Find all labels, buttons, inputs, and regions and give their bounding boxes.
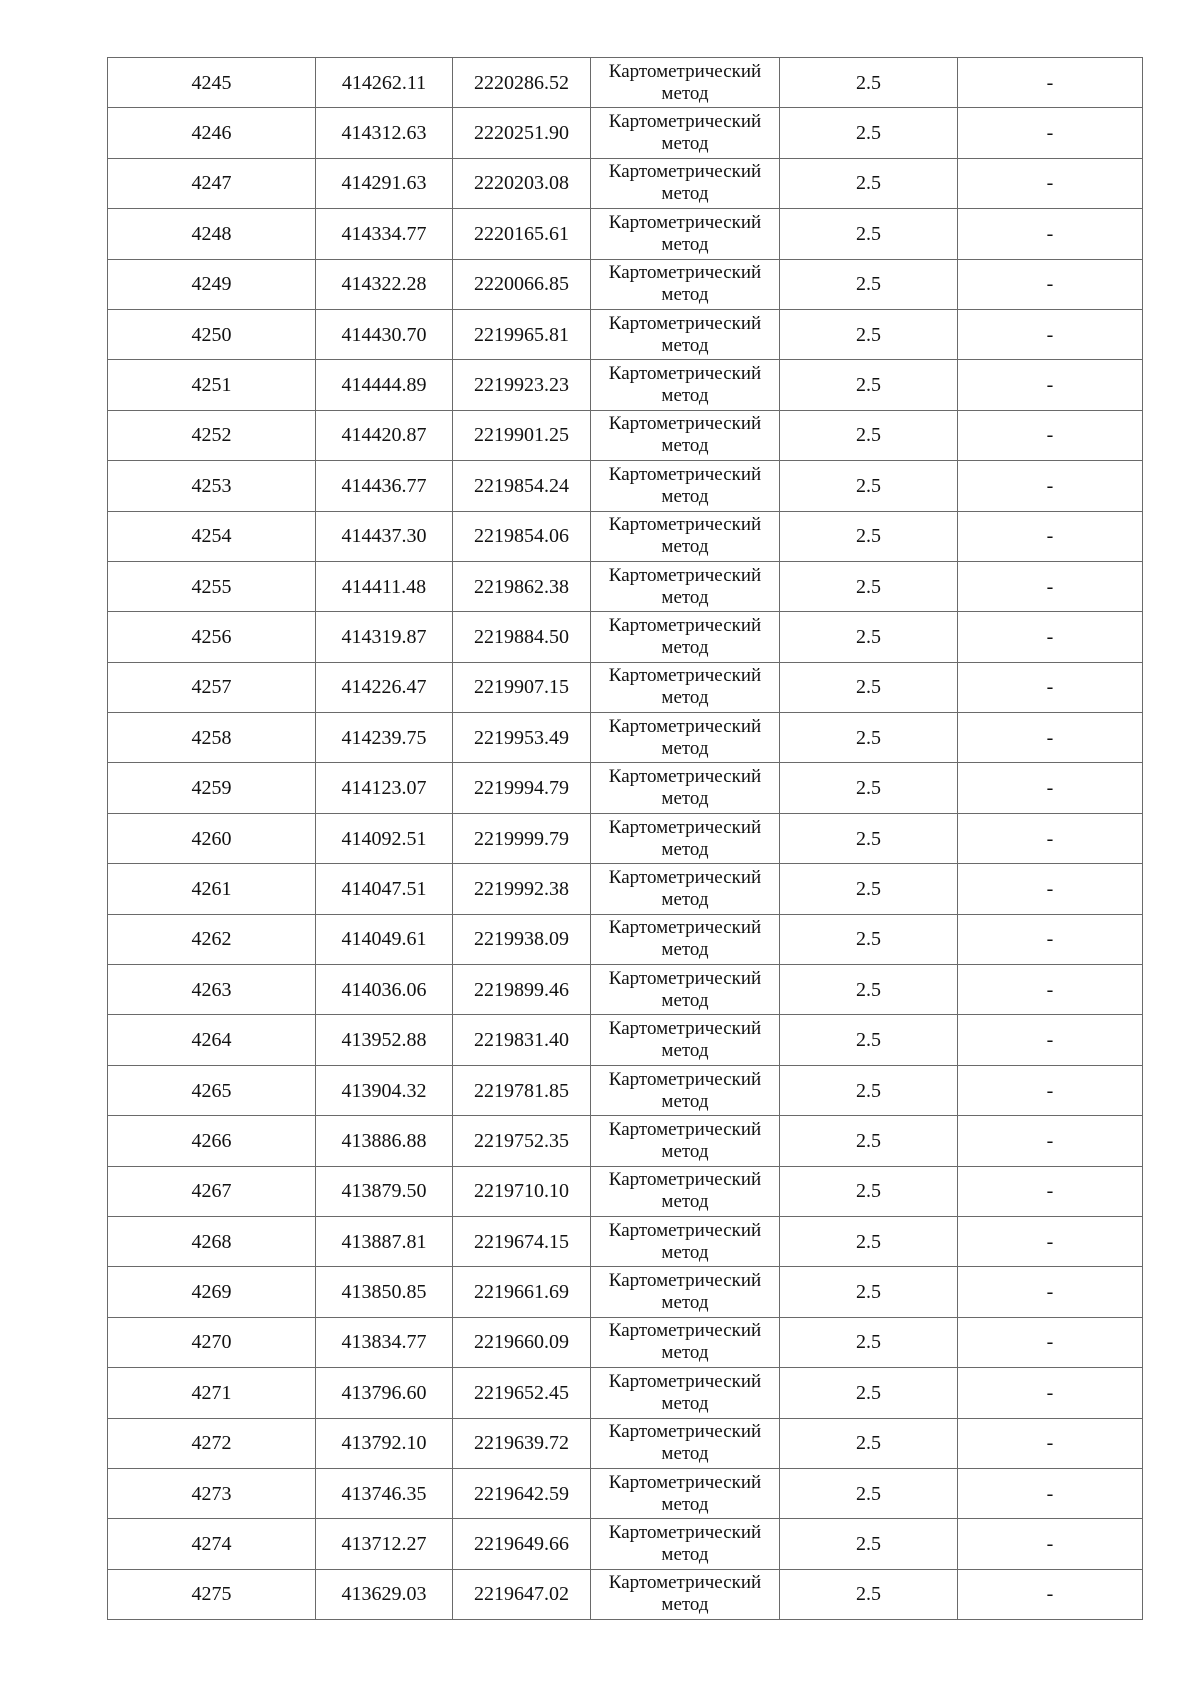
accuracy-cell: 2.5 (780, 108, 958, 158)
method-cell (591, 360, 780, 410)
note-cell: - (958, 1166, 1143, 1216)
point-number-cell: 4251 (108, 360, 316, 410)
accuracy-cell: 2.5 (780, 461, 958, 511)
table-row (108, 813, 1143, 863)
method-line2: метод (661, 334, 709, 356)
table-row (108, 259, 1143, 309)
x-coordinate-cell: 414430.70 (316, 309, 453, 359)
point-number-cell: 4252 (108, 410, 316, 460)
method-cell (591, 511, 780, 561)
point-number-cell: 4249 (108, 259, 316, 309)
note-cell: - (958, 763, 1143, 813)
y-coordinate-cell: 2220066.85 (453, 259, 591, 309)
table-row (108, 1015, 1143, 1065)
note-cell: - (958, 1368, 1143, 1418)
x-coordinate-cell: 413850.85 (316, 1267, 453, 1317)
table-row (108, 1116, 1143, 1166)
table-row (108, 1418, 1143, 1468)
method-line1: Картометрический (608, 1421, 762, 1443)
method-line1: Картометрический (608, 1169, 762, 1191)
x-coordinate-cell: 414319.87 (316, 612, 453, 662)
point-number-cell: 4272 (108, 1418, 316, 1468)
note-cell: - (958, 1267, 1143, 1317)
y-coordinate-cell: 2219923.23 (453, 360, 591, 410)
accuracy-cell: 2.5 (780, 813, 958, 863)
method-line1: Картометрический (608, 363, 762, 385)
x-coordinate-cell: 413879.50 (316, 1166, 453, 1216)
method-line2: метод (661, 133, 709, 155)
x-coordinate-cell: 414049.61 (316, 914, 453, 964)
x-coordinate-cell: 413834.77 (316, 1317, 453, 1367)
method-line1: Картометрический (608, 463, 762, 485)
note-cell: - (958, 259, 1143, 309)
y-coordinate-cell: 2219752.35 (453, 1116, 591, 1166)
x-coordinate-cell: 414262.11 (316, 58, 453, 108)
y-coordinate-cell: 2220286.52 (453, 58, 591, 108)
point-number-cell: 4245 (108, 58, 316, 108)
x-coordinate-cell: 414239.75 (316, 713, 453, 763)
accuracy-cell: 2.5 (780, 410, 958, 460)
note-cell: - (958, 108, 1143, 158)
note-cell: - (958, 561, 1143, 611)
point-number-cell: 4259 (108, 763, 316, 813)
method-line2: метод (661, 888, 709, 910)
point-number-cell: 4257 (108, 662, 316, 712)
coordinates-table-body (108, 58, 1143, 1620)
note-cell: - (958, 1317, 1143, 1367)
accuracy-cell: 2.5 (780, 1519, 958, 1569)
method-line1: Картометрический (608, 614, 762, 636)
method-line1: Картометрический (608, 917, 762, 939)
method-cell (591, 713, 780, 763)
table-row (108, 461, 1143, 511)
accuracy-cell: 2.5 (780, 1065, 958, 1115)
accuracy-cell: 2.5 (780, 713, 958, 763)
x-coordinate-cell: 413886.88 (316, 1116, 453, 1166)
method-cell (591, 1065, 780, 1115)
point-number-cell: 4253 (108, 461, 316, 511)
note-cell: - (958, 360, 1143, 410)
method-line1: Картометрический (608, 665, 762, 687)
method-cell (591, 561, 780, 611)
method-line2: метод (661, 636, 709, 658)
method-line1: Картометрический (608, 866, 762, 888)
y-coordinate-cell: 2219639.72 (453, 1418, 591, 1468)
point-number-cell: 4264 (108, 1015, 316, 1065)
y-coordinate-cell: 2219999.79 (453, 813, 591, 863)
method-line2: метод (661, 1040, 709, 1062)
x-coordinate-cell: 414036.06 (316, 965, 453, 1015)
accuracy-cell: 2.5 (780, 1418, 958, 1468)
table-row (108, 662, 1143, 712)
method-cell (591, 763, 780, 813)
method-cell (591, 1519, 780, 1569)
table-row (108, 511, 1143, 561)
x-coordinate-cell: 414444.89 (316, 360, 453, 410)
method-line2: метод (661, 737, 709, 759)
point-number-cell: 4275 (108, 1569, 316, 1619)
method-line1: Картометрический (608, 211, 762, 233)
table-row (108, 158, 1143, 208)
accuracy-cell: 2.5 (780, 1116, 958, 1166)
note-cell: - (958, 309, 1143, 359)
y-coordinate-cell: 2219938.09 (453, 914, 591, 964)
method-line1: Картометрический (608, 564, 762, 586)
x-coordinate-cell: 413792.10 (316, 1418, 453, 1468)
table-row (108, 1519, 1143, 1569)
y-coordinate-cell: 2219854.24 (453, 461, 591, 511)
point-number-cell: 4273 (108, 1468, 316, 1518)
table-row (108, 1317, 1143, 1367)
method-line2: метод (661, 1342, 709, 1364)
table-row (108, 612, 1143, 662)
accuracy-cell: 2.5 (780, 360, 958, 410)
note-cell: - (958, 209, 1143, 259)
y-coordinate-cell: 2220251.90 (453, 108, 591, 158)
x-coordinate-cell: 413796.60 (316, 1368, 453, 1418)
method-line2: метод (661, 1292, 709, 1314)
method-line1: Картометрический (608, 60, 762, 82)
x-coordinate-cell: 414312.63 (316, 108, 453, 158)
method-cell (591, 1418, 780, 1468)
x-coordinate-cell: 414420.87 (316, 410, 453, 460)
table-row (108, 1368, 1143, 1418)
method-cell (591, 1216, 780, 1266)
method-line2: метод (661, 687, 709, 709)
point-number-cell: 4258 (108, 713, 316, 763)
method-line1: Картометрический (608, 967, 762, 989)
table-row (108, 914, 1143, 964)
x-coordinate-cell: 414291.63 (316, 158, 453, 208)
point-number-cell: 4255 (108, 561, 316, 611)
point-number-cell: 4250 (108, 309, 316, 359)
table-row (108, 965, 1143, 1015)
method-line1: Картометрический (608, 413, 762, 435)
table-row (108, 410, 1143, 460)
y-coordinate-cell: 2219854.06 (453, 511, 591, 561)
table-row (108, 108, 1143, 158)
method-cell (591, 259, 780, 309)
note-cell: - (958, 1065, 1143, 1115)
note-cell: - (958, 864, 1143, 914)
accuracy-cell: 2.5 (780, 1216, 958, 1266)
y-coordinate-cell: 2219862.38 (453, 561, 591, 611)
accuracy-cell: 2.5 (780, 763, 958, 813)
method-line2: метод (661, 284, 709, 306)
method-line2: метод (661, 989, 709, 1011)
method-line1: Картометрический (608, 766, 762, 788)
table-row (108, 1569, 1143, 1619)
note-cell: - (958, 1569, 1143, 1619)
table-row (108, 209, 1143, 259)
note-cell: - (958, 158, 1143, 208)
method-line2: метод (661, 1493, 709, 1515)
method-line2: метод (661, 435, 709, 457)
y-coordinate-cell: 2219647.02 (453, 1569, 591, 1619)
method-cell (591, 662, 780, 712)
x-coordinate-cell: 413952.88 (316, 1015, 453, 1065)
note-cell: - (958, 461, 1143, 511)
y-coordinate-cell: 2219781.85 (453, 1065, 591, 1115)
point-number-cell: 4266 (108, 1116, 316, 1166)
point-number-cell: 4246 (108, 108, 316, 158)
note-cell: - (958, 713, 1143, 763)
note-cell: - (958, 813, 1143, 863)
y-coordinate-cell: 2219642.59 (453, 1468, 591, 1518)
x-coordinate-cell: 414436.77 (316, 461, 453, 511)
y-coordinate-cell: 2219907.15 (453, 662, 591, 712)
accuracy-cell: 2.5 (780, 965, 958, 1015)
table-row (108, 763, 1143, 813)
method-cell (591, 1267, 780, 1317)
y-coordinate-cell: 2219674.15 (453, 1216, 591, 1266)
method-line1: Картометрический (608, 1370, 762, 1392)
method-cell (591, 410, 780, 460)
x-coordinate-cell: 414411.48 (316, 561, 453, 611)
x-coordinate-cell: 414226.47 (316, 662, 453, 712)
y-coordinate-cell: 2219660.09 (453, 1317, 591, 1367)
method-line2: метод (661, 1191, 709, 1213)
method-cell (591, 813, 780, 863)
method-cell (591, 612, 780, 662)
method-line2: метод (661, 183, 709, 205)
method-cell (591, 914, 780, 964)
accuracy-cell: 2.5 (780, 1569, 958, 1619)
accuracy-cell: 2.5 (780, 259, 958, 309)
accuracy-cell: 2.5 (780, 511, 958, 561)
point-number-cell: 4260 (108, 813, 316, 863)
method-line2: метод (661, 939, 709, 961)
accuracy-cell: 2.5 (780, 1368, 958, 1418)
method-line1: Картометрический (608, 1018, 762, 1040)
note-cell: - (958, 662, 1143, 712)
x-coordinate-cell: 413629.03 (316, 1569, 453, 1619)
method-line1: Картометрический (608, 312, 762, 334)
method-cell (591, 309, 780, 359)
method-line2: метод (661, 536, 709, 558)
point-number-cell: 4254 (108, 511, 316, 561)
method-cell (591, 1166, 780, 1216)
x-coordinate-cell: 414437.30 (316, 511, 453, 561)
method-line1: Картометрический (608, 161, 762, 183)
x-coordinate-cell: 413887.81 (316, 1216, 453, 1266)
method-cell (591, 864, 780, 914)
note-cell: - (958, 1015, 1143, 1065)
y-coordinate-cell: 2219652.45 (453, 1368, 591, 1418)
method-cell (591, 158, 780, 208)
method-line2: метод (661, 788, 709, 810)
accuracy-cell: 2.5 (780, 612, 958, 662)
method-line2: метод (661, 385, 709, 407)
point-number-cell: 4269 (108, 1267, 316, 1317)
x-coordinate-cell: 414123.07 (316, 763, 453, 813)
coordinates-table (107, 57, 1143, 1620)
method-line1: Картометрический (608, 1068, 762, 1090)
y-coordinate-cell: 2219831.40 (453, 1015, 591, 1065)
x-coordinate-cell: 414334.77 (316, 209, 453, 259)
method-cell (591, 461, 780, 511)
point-number-cell: 4270 (108, 1317, 316, 1367)
y-coordinate-cell: 2219661.69 (453, 1267, 591, 1317)
method-line2: метод (661, 1443, 709, 1465)
table-row (108, 360, 1143, 410)
accuracy-cell: 2.5 (780, 158, 958, 208)
point-number-cell: 4262 (108, 914, 316, 964)
y-coordinate-cell: 2219884.50 (453, 612, 591, 662)
method-cell (591, 965, 780, 1015)
point-number-cell: 4274 (108, 1519, 316, 1569)
method-line1: Картометрический (608, 514, 762, 536)
method-line2: метод (661, 586, 709, 608)
method-line2: метод (661, 1090, 709, 1112)
point-number-cell: 4247 (108, 158, 316, 208)
method-line2: метод (661, 233, 709, 255)
table-row (108, 1216, 1143, 1266)
accuracy-cell: 2.5 (780, 309, 958, 359)
y-coordinate-cell: 2219994.79 (453, 763, 591, 813)
method-line1: Картометрический (608, 1522, 762, 1544)
x-coordinate-cell: 413746.35 (316, 1468, 453, 1518)
method-line1: Картометрический (608, 1219, 762, 1241)
point-number-cell: 4261 (108, 864, 316, 914)
accuracy-cell: 2.5 (780, 1267, 958, 1317)
method-cell (591, 209, 780, 259)
method-line2: метод (661, 82, 709, 104)
note-cell: - (958, 410, 1143, 460)
note-cell: - (958, 612, 1143, 662)
y-coordinate-cell: 2219901.25 (453, 410, 591, 460)
table-row (108, 58, 1143, 108)
method-line2: метод (661, 1392, 709, 1414)
method-line2: метод (661, 838, 709, 860)
method-line2: метод (661, 485, 709, 507)
accuracy-cell: 2.5 (780, 561, 958, 611)
method-line2: метод (661, 1544, 709, 1566)
method-cell (591, 1468, 780, 1518)
point-number-cell: 4263 (108, 965, 316, 1015)
table-row (108, 561, 1143, 611)
method-cell (591, 1015, 780, 1065)
point-number-cell: 4268 (108, 1216, 316, 1266)
method-line1: Картометрический (608, 111, 762, 133)
x-coordinate-cell: 414092.51 (316, 813, 453, 863)
accuracy-cell: 2.5 (780, 864, 958, 914)
method-line1: Картометрический (608, 1118, 762, 1140)
method-line1: Картометрический (608, 816, 762, 838)
y-coordinate-cell: 2219992.38 (453, 864, 591, 914)
y-coordinate-cell: 2220203.08 (453, 158, 591, 208)
method-line2: метод (661, 1241, 709, 1263)
method-cell (591, 1569, 780, 1619)
table-row (108, 1166, 1143, 1216)
table-row (108, 1065, 1143, 1115)
accuracy-cell: 2.5 (780, 209, 958, 259)
method-line1: Картометрический (608, 1572, 762, 1594)
accuracy-cell: 2.5 (780, 662, 958, 712)
y-coordinate-cell: 2219953.49 (453, 713, 591, 763)
point-number-cell: 4271 (108, 1368, 316, 1418)
accuracy-cell: 2.5 (780, 1317, 958, 1367)
note-cell: - (958, 511, 1143, 561)
y-coordinate-cell: 2219965.81 (453, 309, 591, 359)
method-line1: Картометрический (608, 715, 762, 737)
y-coordinate-cell: 2220165.61 (453, 209, 591, 259)
point-number-cell: 4248 (108, 209, 316, 259)
method-cell (591, 1116, 780, 1166)
point-number-cell: 4256 (108, 612, 316, 662)
note-cell: - (958, 1418, 1143, 1468)
method-line1: Картометрический (608, 1320, 762, 1342)
table-row (108, 1267, 1143, 1317)
accuracy-cell: 2.5 (780, 58, 958, 108)
table-row (108, 864, 1143, 914)
x-coordinate-cell: 414047.51 (316, 864, 453, 914)
note-cell: - (958, 1116, 1143, 1166)
point-number-cell: 4267 (108, 1166, 316, 1216)
method-line1: Картометрический (608, 1270, 762, 1292)
method-cell (591, 108, 780, 158)
method-cell (591, 1368, 780, 1418)
note-cell: - (958, 1519, 1143, 1569)
table-row (108, 713, 1143, 763)
method-line2: метод (661, 1140, 709, 1162)
x-coordinate-cell: 414322.28 (316, 259, 453, 309)
accuracy-cell: 2.5 (780, 1468, 958, 1518)
method-line1: Картометрический (608, 1471, 762, 1493)
note-cell: - (958, 965, 1143, 1015)
accuracy-cell: 2.5 (780, 914, 958, 964)
y-coordinate-cell: 2219899.46 (453, 965, 591, 1015)
y-coordinate-cell: 2219710.10 (453, 1166, 591, 1216)
method-line2: метод (661, 1594, 709, 1616)
accuracy-cell: 2.5 (780, 1166, 958, 1216)
y-coordinate-cell: 2219649.66 (453, 1519, 591, 1569)
method-cell (591, 1317, 780, 1367)
method-line1: Картометрический (608, 262, 762, 284)
point-number-cell: 4265 (108, 1065, 316, 1115)
table-row (108, 1468, 1143, 1518)
x-coordinate-cell: 413712.27 (316, 1519, 453, 1569)
accuracy-cell: 2.5 (780, 1015, 958, 1065)
note-cell: - (958, 1468, 1143, 1518)
note-cell: - (958, 58, 1143, 108)
method-cell (591, 58, 780, 108)
note-cell: - (958, 1216, 1143, 1266)
x-coordinate-cell: 413904.32 (316, 1065, 453, 1115)
note-cell: - (958, 914, 1143, 964)
table-row (108, 309, 1143, 359)
